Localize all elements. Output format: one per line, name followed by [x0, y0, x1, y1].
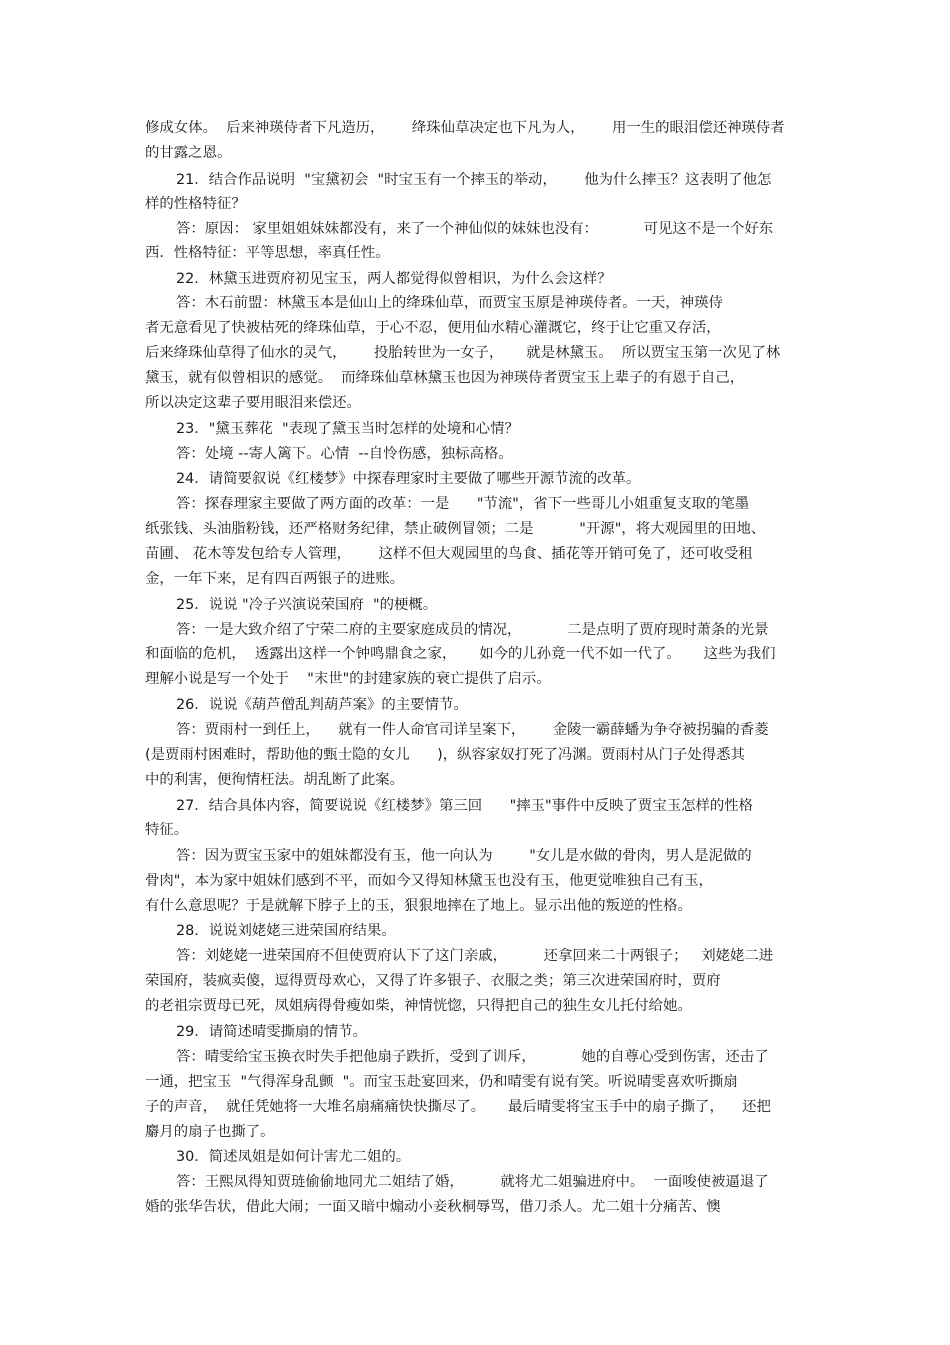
- text-line: (是贾雨村困难时，帮助他的甄士隐的女儿 )，纵容家奴打死了冯渊。贾雨村从门子处得悉其: [145, 747, 745, 763]
- answer-30: 答：王熙凤得知贾琏偷偷地同尤二姐结了婚， 就将尤二姐骗进府中。 一面唆使被逼退了: [176, 1174, 769, 1190]
- text-line: 者无意看见了快被枯死的绛珠仙草，于心不忍，便用仙水精心灌溉它，终于让它重又存活，: [145, 320, 721, 336]
- text-line: 纸张钱、头油脂粉钱，还严格财务纪律，禁止破例冒领；二是 "开源"，将大观园里的田地、: [145, 521, 766, 537]
- answer-29: 答：晴雯给宝玉换衣时失手把他扇子跌折，受到了训斥， 她的自尊心受到伤害，还击了: [176, 1049, 769, 1065]
- text-line: 黛玉，就有似曾相识的感觉。 而绛珠仙草林黛玉也因为神瑛侍者贾宝玉上辈子的有恩于自己，: [145, 370, 745, 386]
- answer-26: 答：贾雨村一到任上， 就有一件人命官司详呈案下， 金陵一霸薛蟠为争夺被拐骗的香菱: [176, 722, 769, 738]
- answer-22: 答：木石前盟：林黛玉本是仙山上的绛珠仙草，而贾宝玉原是神瑛侍者。一天，神瑛侍: [176, 295, 723, 311]
- question-30: 30．简述凤姐是如何计害尤二姐的。: [176, 1149, 411, 1165]
- text-line: 的甘露之恩。: [145, 145, 232, 161]
- text-line: 苗圃、 花木等发包给专人管理， 这样不但大观园里的鸟食、插花等开销可免了，还可收受租: [145, 546, 753, 562]
- text-line: 荣国府，装疯卖傻，逗得贾母欢心，又得了许多银子、衣服之类；第三次进荣国府时，贾府: [145, 973, 721, 989]
- question-25: 25．说说 "冷子兴演说荣国府 "的梗概。: [176, 597, 438, 613]
- answer-27: 答：因为贾宝玉家中的姐妹都没有玉，他一向认为 "女儿是水做的骨肉，男人是泥做的: [176, 848, 752, 864]
- text-line: 理解小说是写一个处于 "末世"的封建家族的衰亡提供了启示。: [145, 671, 551, 687]
- text-line: 有什么意思呢？于是就解下脖子上的玉，狠狠地摔在了地上。显示出他的叛逆的性格。: [145, 898, 692, 914]
- question-24: 24．请简要叙说《红楼梦》中探春理家时主要做了哪些开源节流的改革。: [176, 471, 641, 487]
- question-27: 27．结合具体内容，简要说说《红楼梦》第三回 "摔玉"事件中反映了贾宝玉怎样的性格: [176, 798, 754, 814]
- text-line: 子的声音， 就任凭她将一大堆名扇痛痛快快撕尽了。 最后晴雯将宝玉手中的扇子撕了， 还把: [145, 1099, 771, 1115]
- question-22: 22．林黛玉进贾府初见宝玉，两人都觉得似曾相识，为什么会这样？: [176, 271, 612, 287]
- question-21: 21．结合作品说明 "宝黛初会 "时宝玉有一个摔玉的举动， 他为什么摔玉？这表明了他怎: [176, 172, 772, 188]
- answer-24: 答：探春理家主要做了两方面的改革：一是 "节流"，省下一些哥儿小姐重复支取的笔墨: [176, 496, 750, 512]
- text-line: 和面临的危机， 透露出这样一个钟鸣鼎食之家， 如今的儿孙竟一代不如一代了。 这些为我们: [145, 646, 776, 662]
- text-line: 后来绛珠仙草得了仙水的灵气， 投胎转世为一女子， 就是林黛玉。 所以贾宝玉第一次见了林: [145, 345, 781, 361]
- text-line: 骨肉"，本为家中姐妹们感到不平，而如今又得知林黛玉也没有玉，他更觉唯独自己有玉，: [145, 873, 713, 889]
- answer-28: 答：刘姥姥一进荣国府不但使贾府认下了这门亲戚， 还拿回来二十两银子； 刘姥姥二进: [176, 948, 774, 964]
- text-line: 特征。: [145, 822, 189, 838]
- text-line: 麝月的扇子也撕了。: [145, 1124, 275, 1140]
- question-23: 23．"黛玉葬花 "表现了黛玉当时怎样的处境和心情？: [176, 421, 519, 437]
- question-29: 29．请简述晴雯撕扇的情节。: [176, 1024, 367, 1040]
- question-28: 28．说说刘姥姥三进荣国府结果。: [176, 923, 396, 939]
- answer-23: 答：处境 --寄人篱下。心情 --自怜伤感，独标高格。: [176, 446, 513, 462]
- text-line: 一通，把宝玉 "气得浑身乱颤 "。而宝玉赴宴回来，仍和晴雯有说有笑。听说晴雯喜欢听撕扇: [145, 1074, 738, 1090]
- text-line: 的老祖宗贾母已死，凤姐病得骨瘦如柴，神情恍惚，只得把自己的独生女儿托付给她。: [145, 998, 692, 1014]
- text-line: 西．性格特征：平等思想，率真任性。: [145, 245, 390, 261]
- text-line: 样的性格特征？: [145, 196, 246, 212]
- text-line: 中的利害，便徇情枉法。胡乱断了此案。: [145, 772, 405, 788]
- text-line: 修成女体。 后来神瑛侍者下凡造历， 绛珠仙草决定也下凡为人， 用一生的眼泪偿还神瑛侍者: [145, 120, 785, 136]
- text-line: 金，一年下来，足有四百两银子的进账。: [145, 571, 405, 587]
- answer-25: 答：一是大致介绍了宁荣二府的主要家庭成员的情况， 二是点明了贾府现时萧条的光景: [176, 622, 769, 638]
- text-line: 所以决定这辈子要用眼泪来偿还。: [145, 395, 361, 411]
- answer-21: 答：原因： 家里姐姐妹妹都没有，来了一个神仙似的妹妹也没有： 可见这不是一个好东: [176, 221, 774, 237]
- question-26: 26．说说《葫芦僧乱判葫芦案》的主要情节。: [176, 697, 468, 713]
- text-line: 婚的张华告状，借此大闹；一面又暗中煽动小妾秋桐辱骂，借刀杀人。尤二姐十分痛苦、懊: [145, 1199, 721, 1215]
